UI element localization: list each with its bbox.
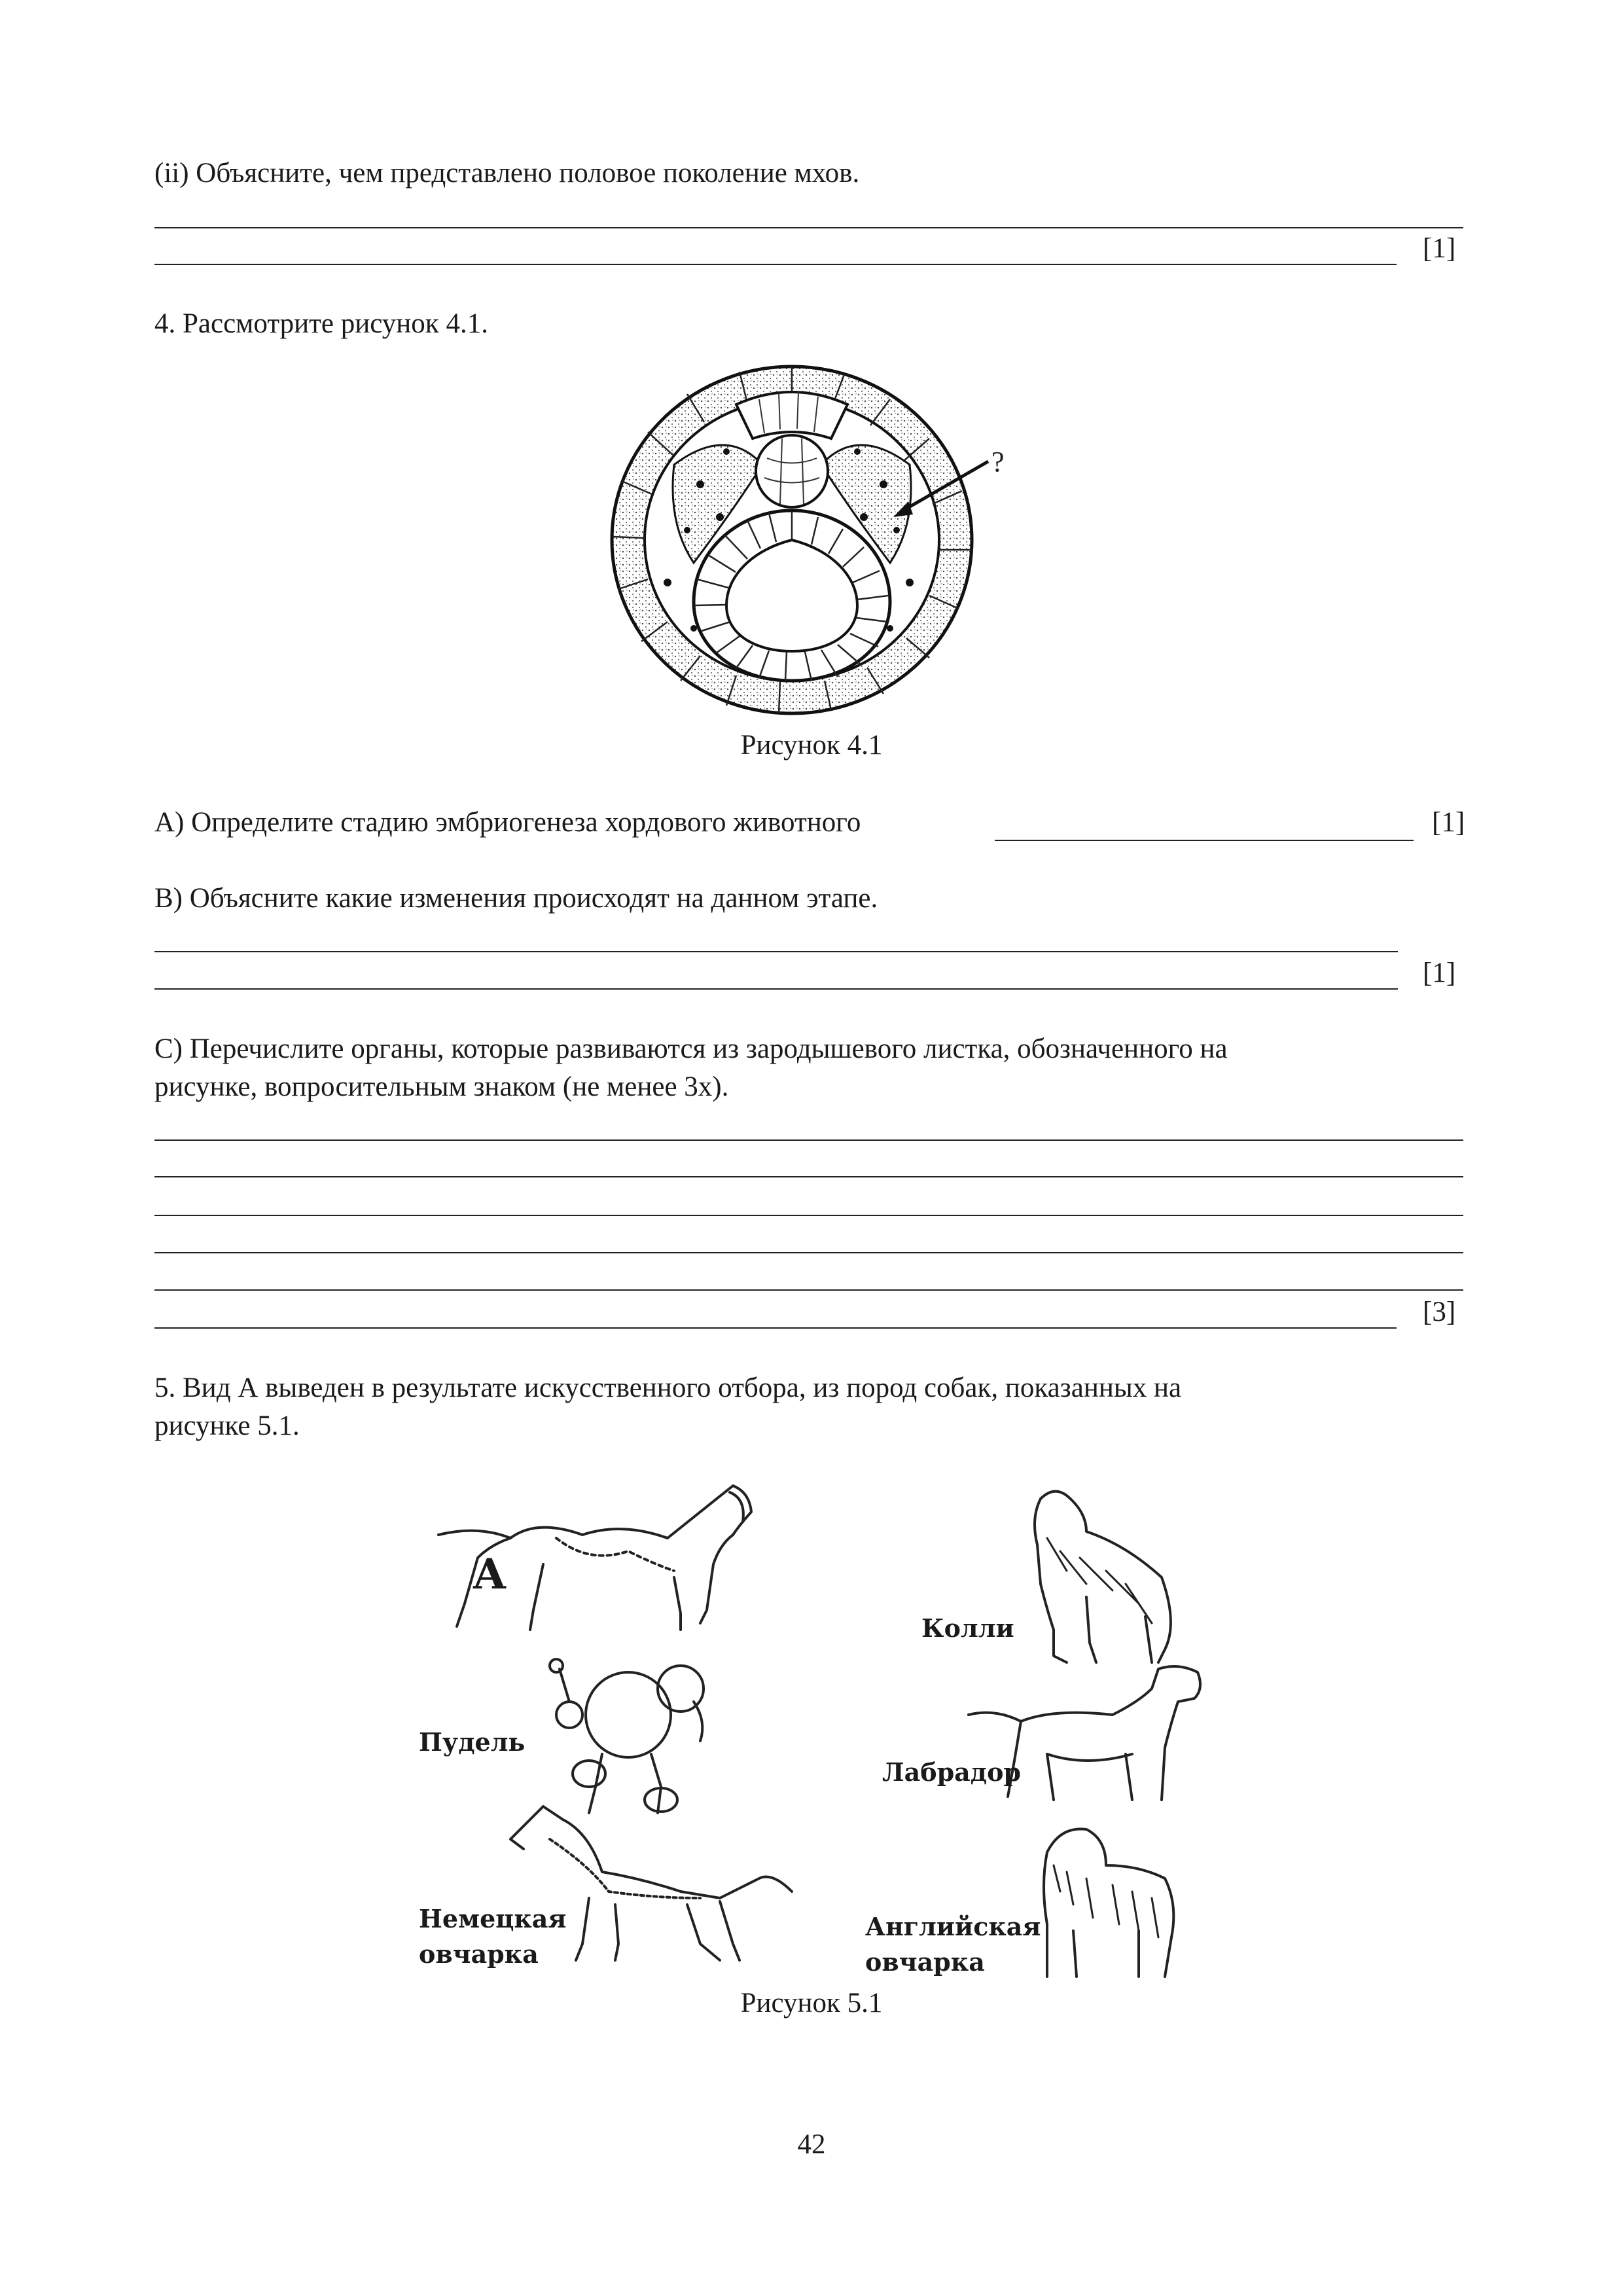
english-sheepdog-drawing [1044,1829,1173,1977]
dog-label-english-2: овчарка [865,1947,985,1977]
german-shepherd-drawing [510,1806,792,1960]
question-4c-line1: С) Перечислите органы, которые развиваются из зародышевого листка, обозначенного на [154,1033,1228,1064]
dog-label-collie: Колли [921,1613,1014,1643]
answer-line-4c[interactable] [154,1252,1463,1253]
mark-4c: [3] [1423,1297,1456,1327]
answer-line-4b[interactable] [154,951,1398,952]
collie-drawing [1035,1492,1171,1662]
answer-line[interactable] [154,227,1463,228]
question-3ii-text: (ii) Объясните, чем представлено половое поколение мхов. [154,158,860,188]
answer-line[interactable] [154,264,1397,265]
embryo-figure [596,353,1014,720]
dog-label-german-2: овчарка [419,1939,539,1969]
mark-q3ii: [1] [1423,233,1456,264]
answer-line-4a[interactable] [995,840,1414,841]
mark-4a: [1] [1432,807,1465,838]
question-4-intro: 4. Рассмотрите рисунок 4.1. [154,308,488,339]
poodle-drawing [550,1659,704,1813]
figure-5-1-caption: Рисунок 5.1 [740,1988,883,2018]
figure-4-1-caption: Рисунок 4.1 [740,730,883,761]
answer-line-4b[interactable] [154,988,1398,990]
answer-line-4c[interactable] [154,1139,1463,1141]
page-number: 42 [797,2129,826,2160]
question-4c-line2: рисунке, вопросительным знаком (не менее 3х). [154,1071,729,1102]
question-5-line2: рисунке 5.1. [154,1410,300,1441]
question-4a-text: А) Определите стадию эмбриогенеза хордового животного [154,807,861,838]
dog-label-english-1: Английская [865,1912,1041,1941]
answer-line-4c[interactable] [154,1215,1463,1216]
dog-label-a: А [473,1550,507,1599]
question-5-line1: 5. Вид А выведен в результате искусственного отбора, из пород собак, показанных на [154,1372,1182,1403]
answer-line-4c[interactable] [154,1289,1463,1291]
answer-line-4c[interactable] [154,1176,1463,1177]
question-4b-text: В) Объясните какие изменения происходят на данном этапе. [154,883,878,914]
mark-4b: [1] [1423,958,1456,988]
dog-label-labrador: Лабрадор [882,1757,1022,1787]
dog-label-german-1: Немецкая [419,1904,567,1933]
dog-label-poodle: Пудель [419,1727,526,1757]
figure-question-marker: ? [991,446,1005,478]
answer-line-4c[interactable] [154,1327,1397,1329]
